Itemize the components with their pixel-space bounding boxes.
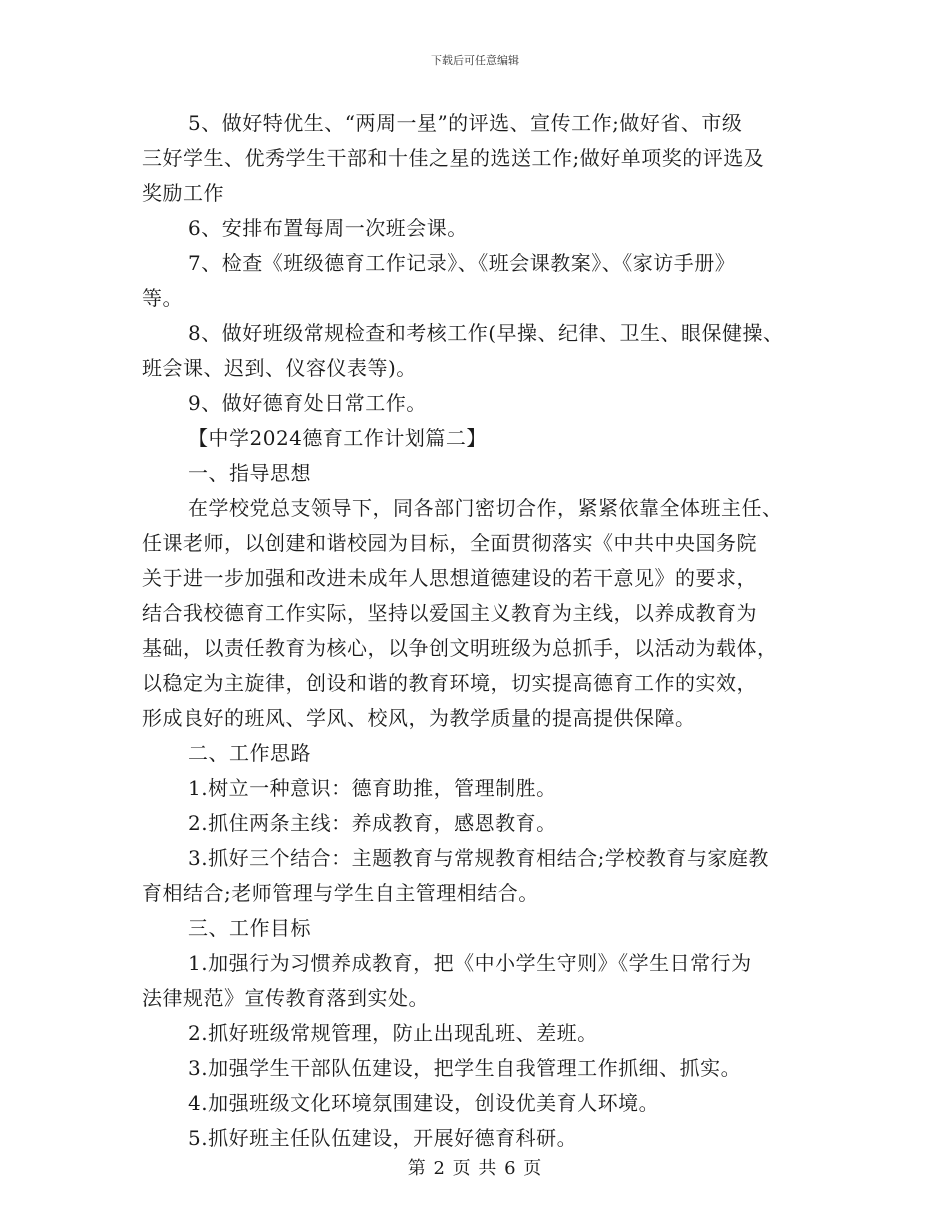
text-line: 2.抓好班级常规管理，防止出现乱班、差班。 bbox=[188, 1021, 598, 1045]
text-line: 一、指导思想 bbox=[188, 461, 311, 485]
text-line: 5.抓好班主任队伍建设，开展好德育科研。 bbox=[188, 1126, 578, 1150]
text-line: 6、安排布置每周一次班会课。 bbox=[188, 216, 468, 240]
text-line: 8、做好班级常规检查和考核工作(早操、纪律、卫生、眼保健操、 bbox=[188, 321, 784, 345]
text-line: 任课老师，以创建和谐校园为目标，全面贯彻落实《中共中央国务院 bbox=[142, 531, 757, 555]
text-line: 三、工作目标 bbox=[188, 916, 311, 940]
text-line: 【中学2024德育工作计划篇二】 bbox=[188, 426, 487, 450]
document-body bbox=[142, 106, 814, 1156]
text-line: 3.加强学生干部队伍建设，把学生自我管理工作抓细、抓实。 bbox=[188, 1056, 742, 1080]
text-line: 等。 bbox=[142, 286, 183, 310]
page-footer: 第 2 页 共 6 页 bbox=[407, 1158, 543, 1179]
text-line: 三好学生、优秀学生干部和十佳之星的选送工作;做好单项奖的评选及 bbox=[142, 146, 765, 170]
text-line: 基础，以责任教育为核心，以争创文明班级为总抓手，以活动为载体， bbox=[142, 636, 778, 660]
text-line: 1.树立一种意识：德育助推，管理制胜。 bbox=[188, 776, 557, 800]
text-line: 以稳定为主旋律，创设和谐的教育环境，切实提高德育工作的实效， bbox=[142, 671, 757, 695]
text-line: 关于进一步加强和改进未成年人思想道德建设的若干意见》的要求， bbox=[142, 566, 757, 590]
page-header: 下载后可任意编辑 bbox=[431, 54, 519, 67]
text-line: 1.加强行为习惯养成教育，把《中小学生守则》《学生日常行为 bbox=[188, 951, 752, 975]
text-line: 二、工作思路 bbox=[188, 741, 311, 765]
text-line: 结合我校德育工作实际，坚持以爱国主义教育为主线，以养成教育为 bbox=[142, 601, 757, 625]
text-line: 4.加强班级文化环境氛围建设，创设优美育人环境。 bbox=[188, 1091, 660, 1115]
text-line: 2.抓住两条主线：养成教育，感恩教育。 bbox=[188, 811, 557, 835]
text-line: 7、检查《班级德育工作记录》、《班会课教案》、《家访手册》 bbox=[188, 251, 736, 275]
text-line: 9、做好德育处日常工作。 bbox=[188, 391, 427, 415]
text-line: 5、做好特优生、“两周一星”的评选、宣传工作;做好省、市级 bbox=[188, 111, 743, 135]
text-line: 法律规范》宣传教育落到实处。 bbox=[142, 986, 429, 1010]
text-line: 育相结合;老师管理与学生自主管理相结合。 bbox=[142, 881, 539, 905]
text-line: 在学校党总支领导下，同各部门密切合作，紧紧依靠全体班主任、 bbox=[188, 496, 783, 520]
text-line: 班会课、迟到、仪容仪表等)。 bbox=[142, 356, 417, 380]
text-line: 形成良好的班风、学风、校风，为教学质量的提高提供保障。 bbox=[142, 706, 696, 730]
text-line: 3.抓好三个结合：主题教育与常规教育相结合;学校教育与家庭教 bbox=[188, 846, 769, 870]
text-line: 奖励工作 bbox=[142, 181, 224, 205]
